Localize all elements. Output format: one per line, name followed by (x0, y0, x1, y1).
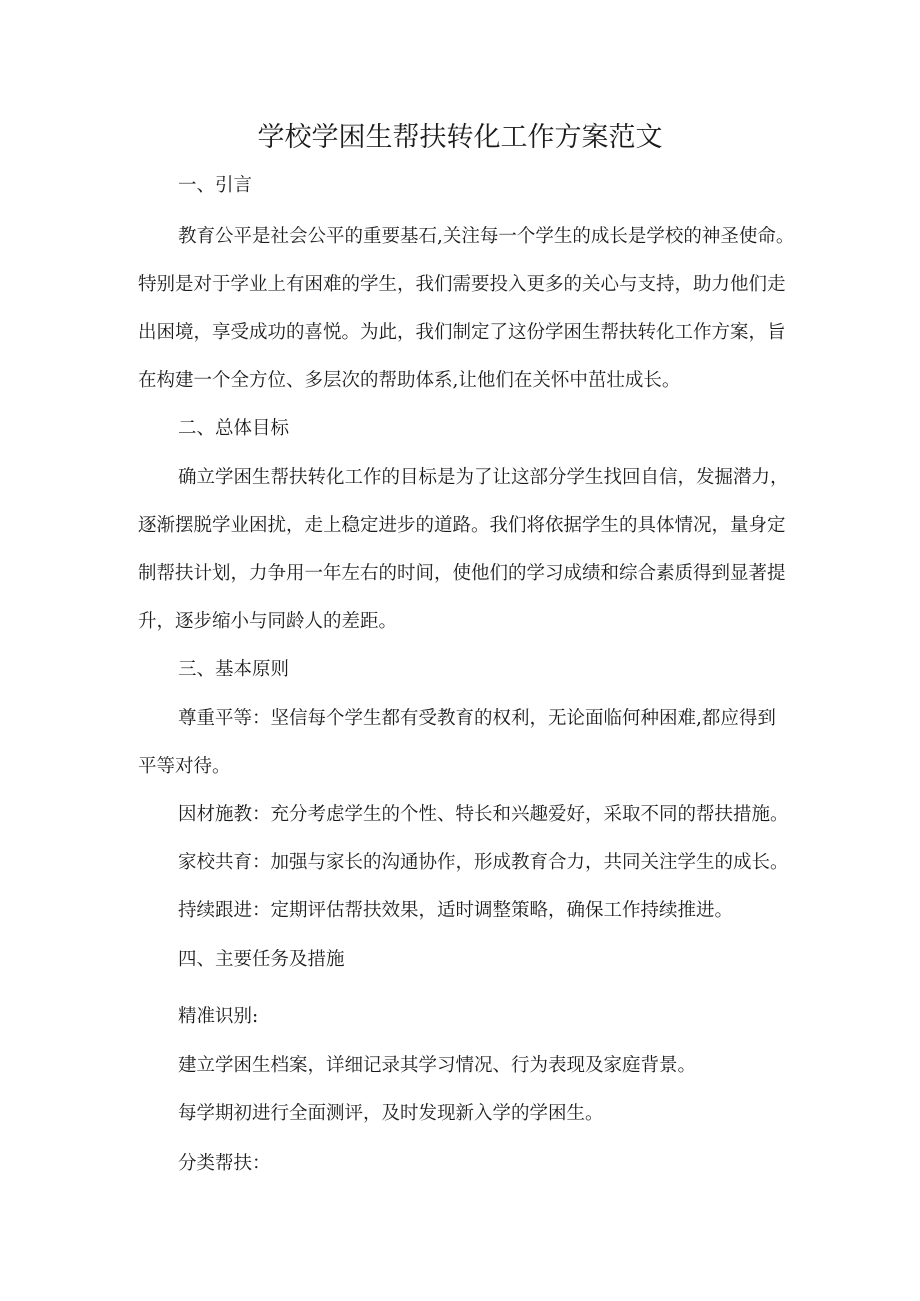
paragraph-line: 逐渐摆脱学业困扰，走上稳定进步的道路。我们将依据学生的具体情况，量身定 (138, 515, 786, 536)
paragraph-line: 出困境，享受成功的喜悦。为此，我们制定了这份学困生帮扶转化工作方案，旨 (138, 322, 786, 343)
paragraph-line: 建立学困生档案，详细记录其学习情况、行为表现及家庭背景。 (178, 1055, 697, 1076)
paragraph-line: 因材施教：充分考虑学生的个性、特长和兴趣爱好，采取不同的帮扶措施。 (178, 804, 789, 825)
paragraph-line: 制帮扶计划，力争用一年左右的时间，使他们的学习成绩和综合素质得到显著提 (138, 563, 786, 584)
heading-basic-principles: 三、基本原则 (178, 659, 290, 680)
paragraph-line: 尊重平等：坚信每个学生都有受教育的权利，无论面临何种困难,都应得到 (178, 708, 776, 729)
paragraph-line: 在构建一个全方位、多层次的帮助体系,让他们在关怀中茁壮成长。 (138, 370, 681, 391)
paragraph-line: 确立学困生帮扶转化工作的目标是为了让这部分学生找回自信，发掘潜力， (178, 467, 789, 488)
subheading-line: 分类帮扶： (178, 1153, 271, 1174)
subheading-line: 精准识别: (178, 1006, 259, 1027)
document-title: 学校学困生帮扶转化工作方案范文 (257, 122, 663, 153)
heading-introduction: 一、引言 (178, 175, 253, 196)
paragraph-line: 持续跟进：定期评估帮扶效果，适时调整策略，确保工作持续推进。 (178, 900, 734, 921)
paragraph-line: 平等对待。 (138, 756, 231, 777)
paragraph-line: 升，逐步缩小与同龄人的差距。 (138, 611, 398, 632)
paragraph-line: 每学期初进行全面测评，及时发现新入学的学困生。 (178, 1103, 604, 1124)
heading-main-tasks: 四、主要任务及措施 (178, 949, 345, 970)
paragraph-line: 教育公平是社会公平的重要基石,关注每一个学生的成长是学校的神圣使命。 (178, 226, 795, 247)
paragraph-line: 家校共育：加强与家长的沟通协作，形成教育合力，共同关注学生的成长。 (178, 852, 789, 873)
heading-overall-goal: 二、总体目标 (178, 418, 290, 439)
paragraph-line: 特别是对于学业上有困难的学生，我们需要投入更多的关心与支持，助力他们走 (138, 274, 786, 295)
